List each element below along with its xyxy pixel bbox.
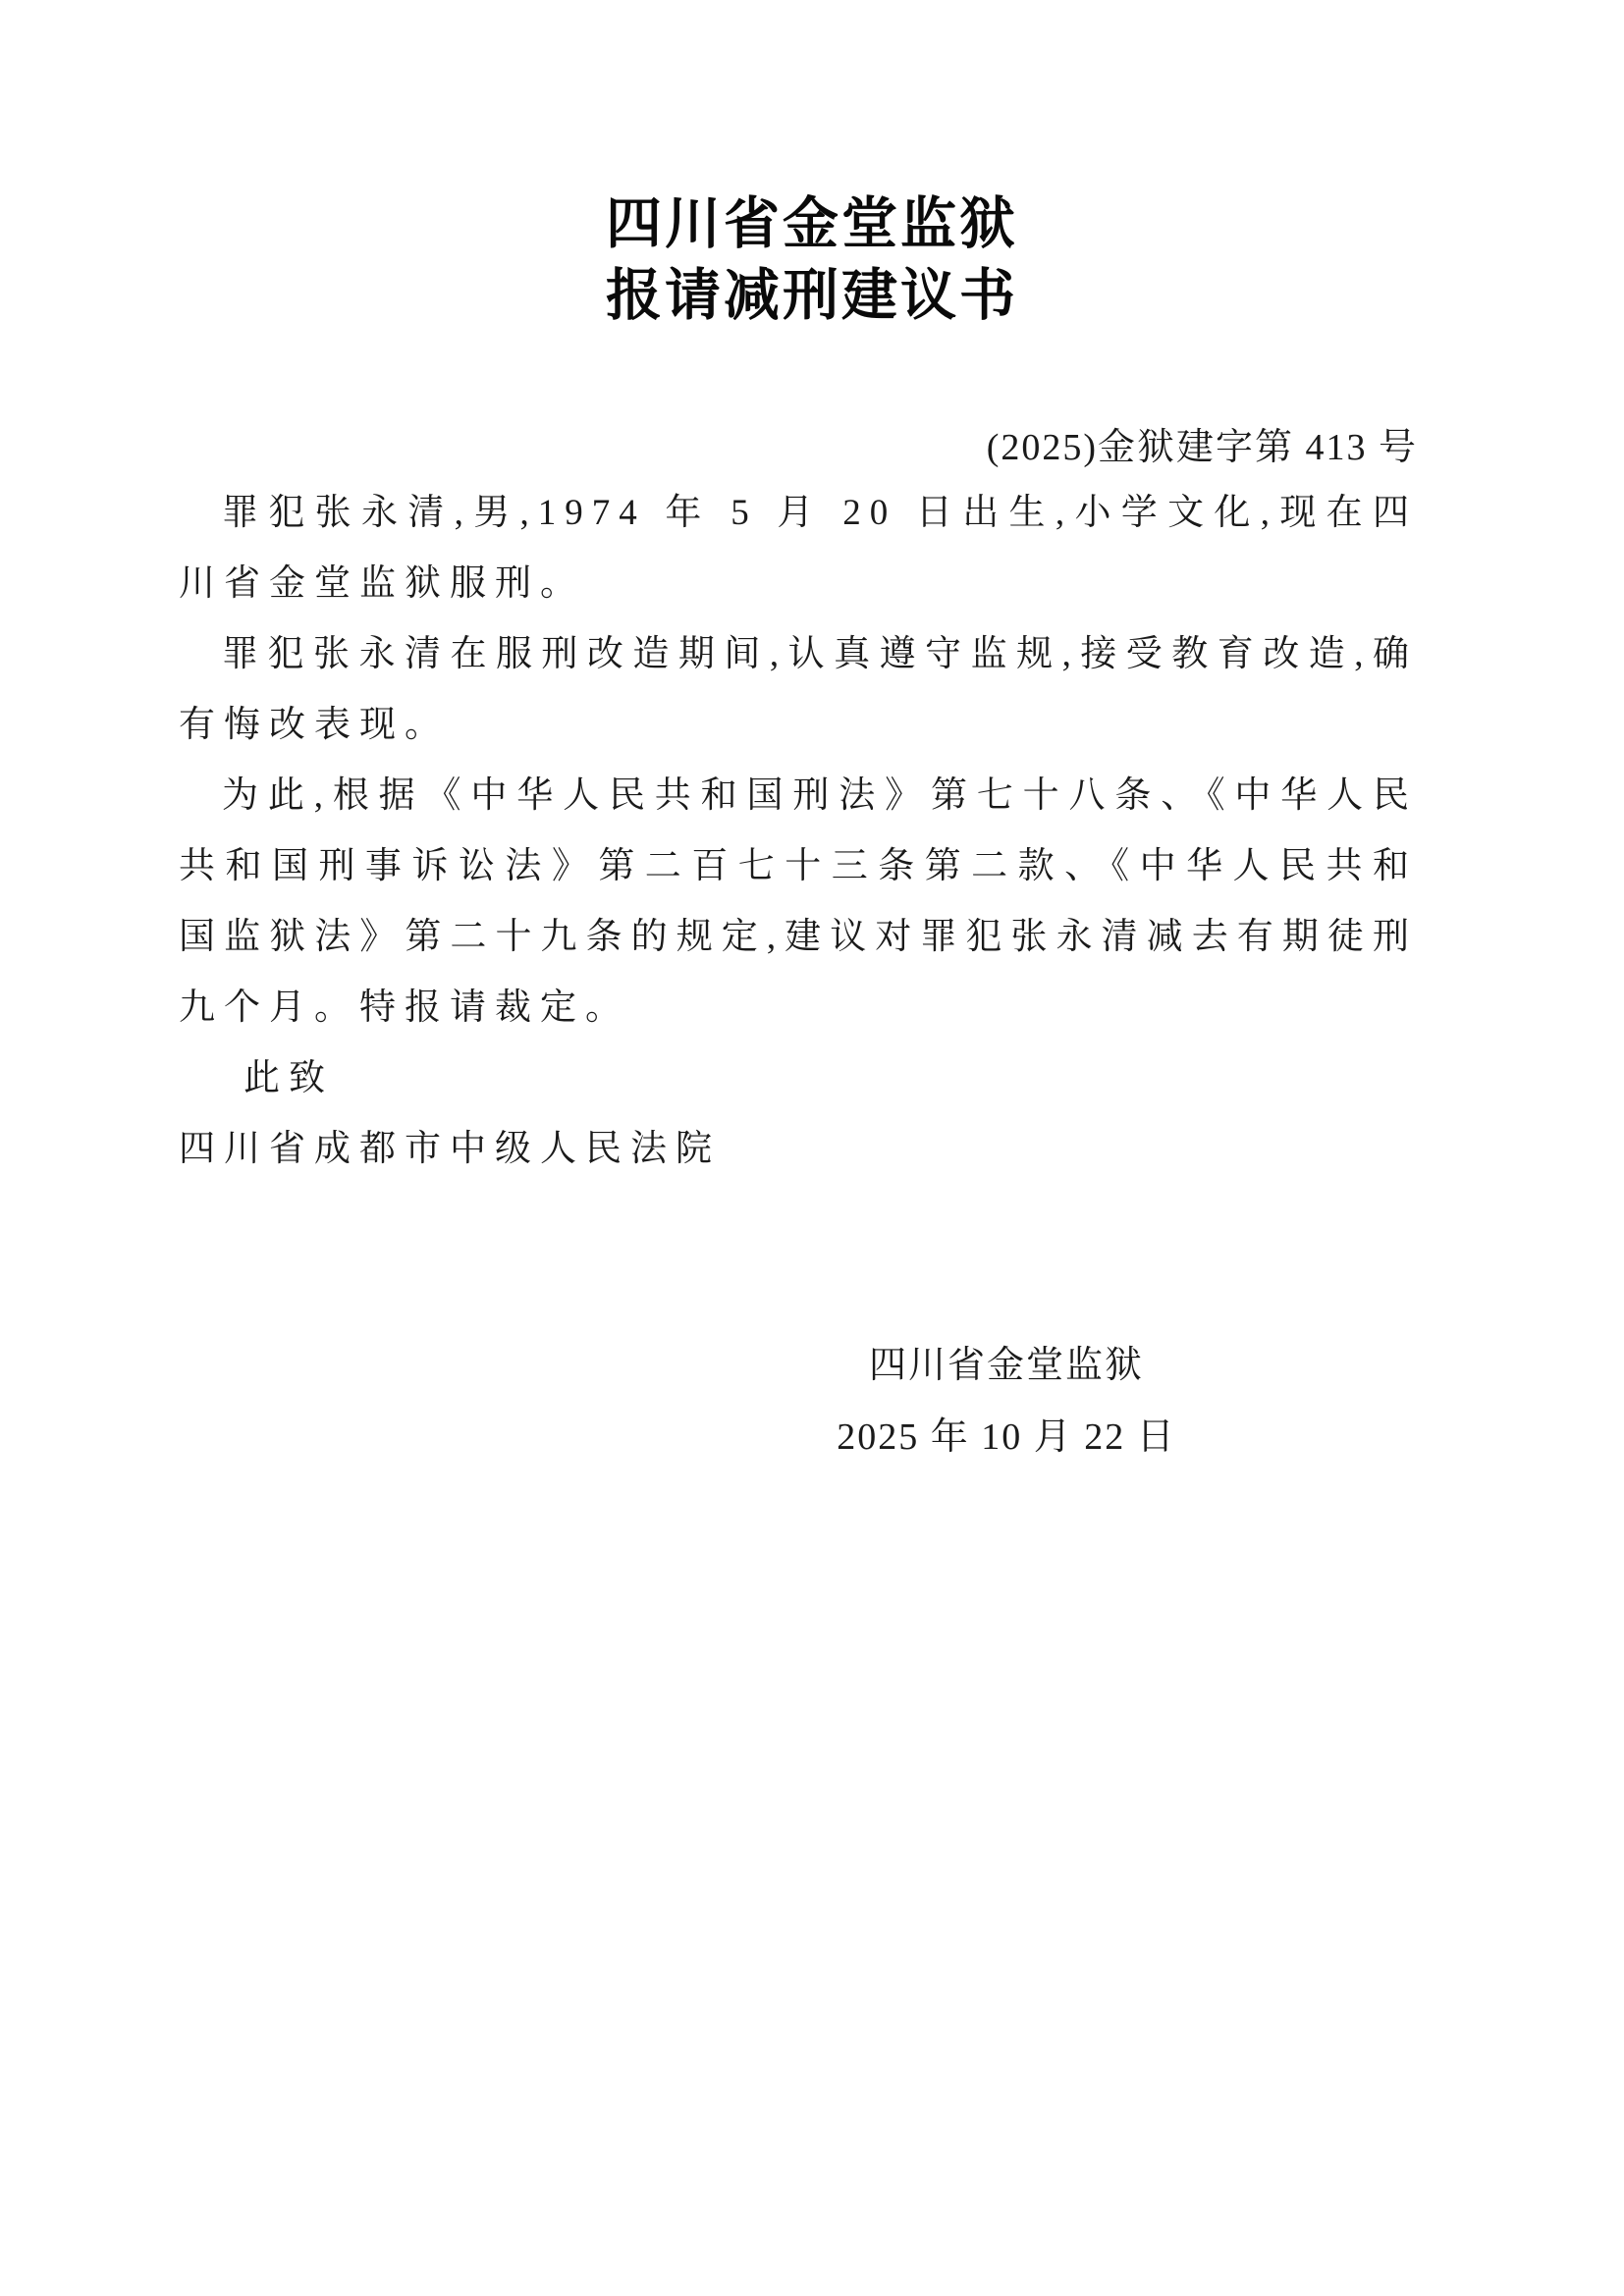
paragraph-legal-basis-recommendation: 为此,根据《中华人民共和国刑法》第七十八条、《中华人民共和国刑事诉讼法》第二百七十三条第二款、《中华人民共和国监狱法》第二十九条的规定,建议对罪犯张永清减去有期徒刑九个月。特报请裁定。 — [179, 775, 1418, 1028]
title-line-document-type: 报请减刑建议书 — [606, 264, 1018, 327]
paragraph-reform-performance: 罪犯张永清在服刑改造期间,认真遵守监规,接受教育改造,确有悔改表现。 — [179, 634, 1418, 745]
issue-date: 2025 年 10 月 22 日 — [837, 1416, 1176, 1458]
salutation: 此致 — [244, 1058, 334, 1098]
signature-block — [800, 1330, 1213, 1473]
recipient-court: 四川省成都市中级人民法院 — [179, 1129, 721, 1169]
document-reference-number: (2025)金狱建字第 413 号 — [986, 427, 1418, 468]
document-title — [0, 188, 1624, 332]
paragraph-offender-info: 罪犯张永清,男,1974 年 5 月 20 日出生,小学文化,现在四川省金堂监狱服刑。 — [179, 493, 1418, 604]
title-line-prison-name: 四川省金堂监狱 — [606, 192, 1018, 255]
issuing-authority: 四川省金堂监狱 — [868, 1345, 1144, 1386]
document-body — [179, 478, 1418, 1185]
